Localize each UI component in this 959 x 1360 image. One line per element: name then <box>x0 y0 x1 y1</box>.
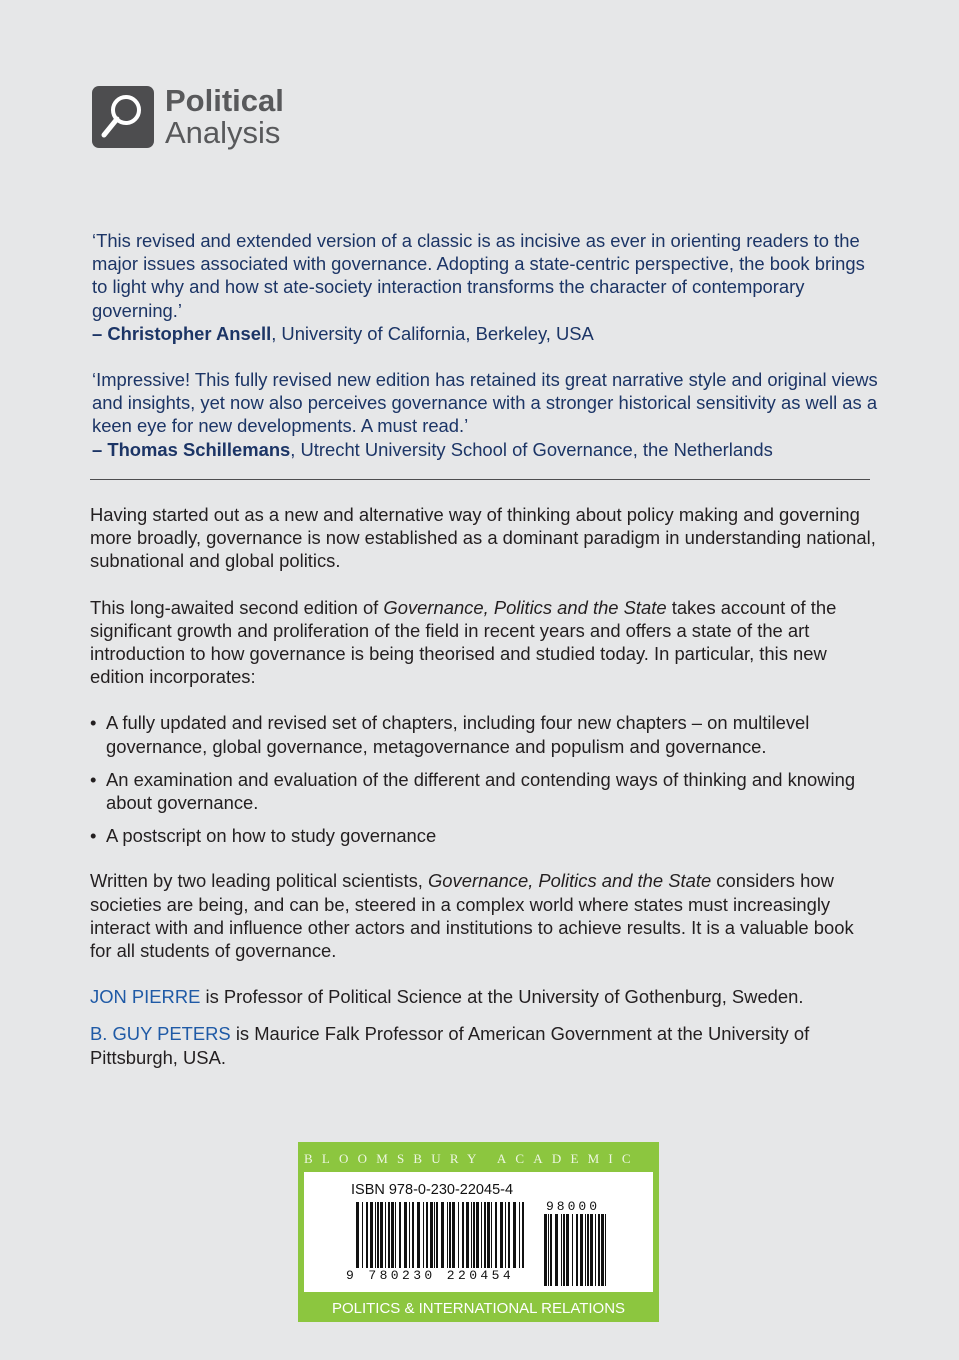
barcode-bar <box>481 1202 482 1268</box>
blurb-text: This long-awaited second edition of <box>90 596 384 618</box>
barcode-bar <box>417 1202 420 1268</box>
barcode-bar <box>522 1202 524 1268</box>
barcode-bar <box>473 1202 475 1268</box>
barcode-bar <box>500 1202 503 1268</box>
barcode-bar <box>412 1202 414 1268</box>
series-title-line1: Political <box>165 83 284 118</box>
barcode-bar <box>430 1202 433 1268</box>
divider <box>90 479 870 480</box>
barcode-bar <box>555 1214 558 1286</box>
blurb-paragraph <box>90 596 880 689</box>
blurb <box>90 503 880 1083</box>
barcode-bar <box>462 1202 464 1268</box>
feature-item: • An examination and evaluation of the different and contending ways of thinking and knowing about governance. <box>90 768 880 814</box>
feature-item: • A postscript on how to study governance <box>90 824 880 847</box>
barcode-bar <box>590 1214 593 1286</box>
endorsement-quote <box>92 229 882 345</box>
isbn: ISBN 978-0-230-22045-4 <box>351 1182 514 1198</box>
barcode-bar <box>595 1214 596 1286</box>
barcode-bar <box>449 1202 451 1268</box>
quote-author: – Thomas Schillemans <box>92 438 291 460</box>
blurb-text: Written by two leading political scientists, <box>90 870 428 892</box>
barcode-bar <box>458 1202 459 1268</box>
quote-text: ‘This revised and extended version of a classic is as incisive as ever in orienting readers to the major issues associated with governance. Adopting a state-centric perspective, the book brings to light why and how st ate-society interaction transforms the character of contemporary governing.’ <box>92 230 865 321</box>
barcode-bar <box>513 1202 516 1268</box>
barcode-area <box>304 1172 653 1292</box>
barcode-bar <box>572 1214 573 1286</box>
barcode-bar <box>404 1202 407 1268</box>
blurb-text: considers how societies are being, and can be, steered in a complex world where states must increasingly interact with and influence other actors and institutions to achieve results. It is a valuable book for all students of governance. <box>90 870 854 962</box>
author-description: is Professor of Political Science at the University of Gothenburg, Sweden. <box>200 986 804 1008</box>
barcode-bar <box>399 1202 401 1268</box>
barcode-bar <box>495 1202 497 1268</box>
barcode-bar <box>434 1202 435 1268</box>
barcode-bar <box>423 1202 424 1268</box>
feature-list <box>90 711 880 847</box>
quote-attribution <box>92 438 882 461</box>
barcode-bar <box>391 1202 394 1268</box>
barcode-bar <box>476 1202 479 1268</box>
barcode-panel <box>298 1142 659 1322</box>
barcode-bar <box>388 1202 390 1268</box>
barcode-bar <box>519 1202 520 1268</box>
barcode-bar <box>598 1214 600 1286</box>
barcode-bar <box>580 1214 583 1286</box>
barcode-bar <box>370 1202 373 1268</box>
barcode-bar <box>587 1214 589 1286</box>
magnifier-icon <box>92 86 154 148</box>
barcode-bar <box>366 1202 368 1268</box>
barcode-bar <box>487 1202 490 1268</box>
barcode-bar <box>566 1214 569 1286</box>
quote-affiliation: , University of California, Berkeley, USA <box>271 322 594 344</box>
barcode-bar <box>561 1214 562 1286</box>
quote-attribution <box>92 322 882 345</box>
series-logo <box>92 83 332 150</box>
barcode-bar <box>377 1202 379 1268</box>
barcode-bar <box>436 1202 438 1268</box>
barcode-bar <box>452 1202 455 1268</box>
barcode-bar <box>385 1202 386 1268</box>
series-title-line2: Analysis <box>165 115 281 150</box>
barcode-bar <box>585 1214 586 1286</box>
barcode-bar <box>508 1202 510 1268</box>
blurb-paragraph: Having started out as a new and alternative way of thinking about policy making and governing more broadly, governance is now established as a dominant paradigm in understanding national, subnational and global politics. <box>90 504 876 572</box>
barcode-bar <box>375 1202 376 1268</box>
barcode-bar <box>380 1202 383 1268</box>
quote-affiliation: , Utrecht University School of Governance, the Netherlands <box>290 438 773 460</box>
barcode-bar <box>362 1202 363 1268</box>
publisher-name: BLOOMSBURY ACADEMIC <box>304 1151 640 1166</box>
barcode-bar <box>544 1214 547 1286</box>
price-code: 98000 <box>546 1199 601 1214</box>
barcode-bar <box>356 1202 359 1268</box>
barcode-bar <box>447 1202 448 1268</box>
barcode-bar <box>563 1214 565 1286</box>
book-title: Governance, Politics and the State <box>428 870 712 892</box>
series-title <box>165 85 284 149</box>
author-description: is Maurice Falk Professor of American Government at the University of Pittsburgh, USA. <box>90 1023 810 1068</box>
barcode-bar <box>491 1202 492 1268</box>
barcode-bar <box>548 1214 549 1286</box>
subject-category: POLITICS & INTERNATIONAL RELATIONS <box>331 1300 626 1317</box>
blurb-text: takes account of the significant growth and proliferation of the field in recent years and offers a state of the art introduction to how governance is being theorised and studied today. In particular, this new edition incorporates: <box>90 596 837 688</box>
barcode-bar <box>601 1214 604 1286</box>
barcode-bar <box>605 1214 606 1286</box>
blurb-paragraph <box>90 869 880 962</box>
barcode-bar <box>395 1202 396 1268</box>
barcode-bar <box>471 1202 472 1268</box>
endorsements <box>92 229 882 484</box>
feature-item: • A fully updated and revised set of chapters, including four new chapters – on multilevel governance, global governance, metagovernance and populism and governance. <box>90 711 880 757</box>
barcode-bar <box>484 1202 486 1268</box>
barcode-bar <box>466 1202 469 1268</box>
author-name: JON PIERRE <box>90 986 201 1008</box>
quote-text: ‘Impressive! This fully revised new edition has retained its great narrative style and original views and insights, yet now also perceives governance with a stronger historical sensitivity as well as a keen eye for new developments. A must read.’ <box>92 369 878 437</box>
author-bio <box>90 1022 880 1068</box>
barcode-bar <box>505 1202 506 1268</box>
barcode-bar <box>426 1202 428 1268</box>
book-title: Governance, Politics and the State <box>383 596 667 618</box>
barcode-bar <box>550 1214 552 1286</box>
barcode-bar <box>576 1214 578 1286</box>
barcode-bar <box>441 1202 444 1268</box>
quote-author: – Christopher Ansell <box>92 322 272 344</box>
ean-number: 9 780230 220454 <box>346 1268 515 1283</box>
author-bio <box>90 985 880 1008</box>
endorsement-quote <box>92 368 882 461</box>
author-name: B. GUY PETERS <box>90 1023 231 1045</box>
barcode-bar <box>409 1202 410 1268</box>
